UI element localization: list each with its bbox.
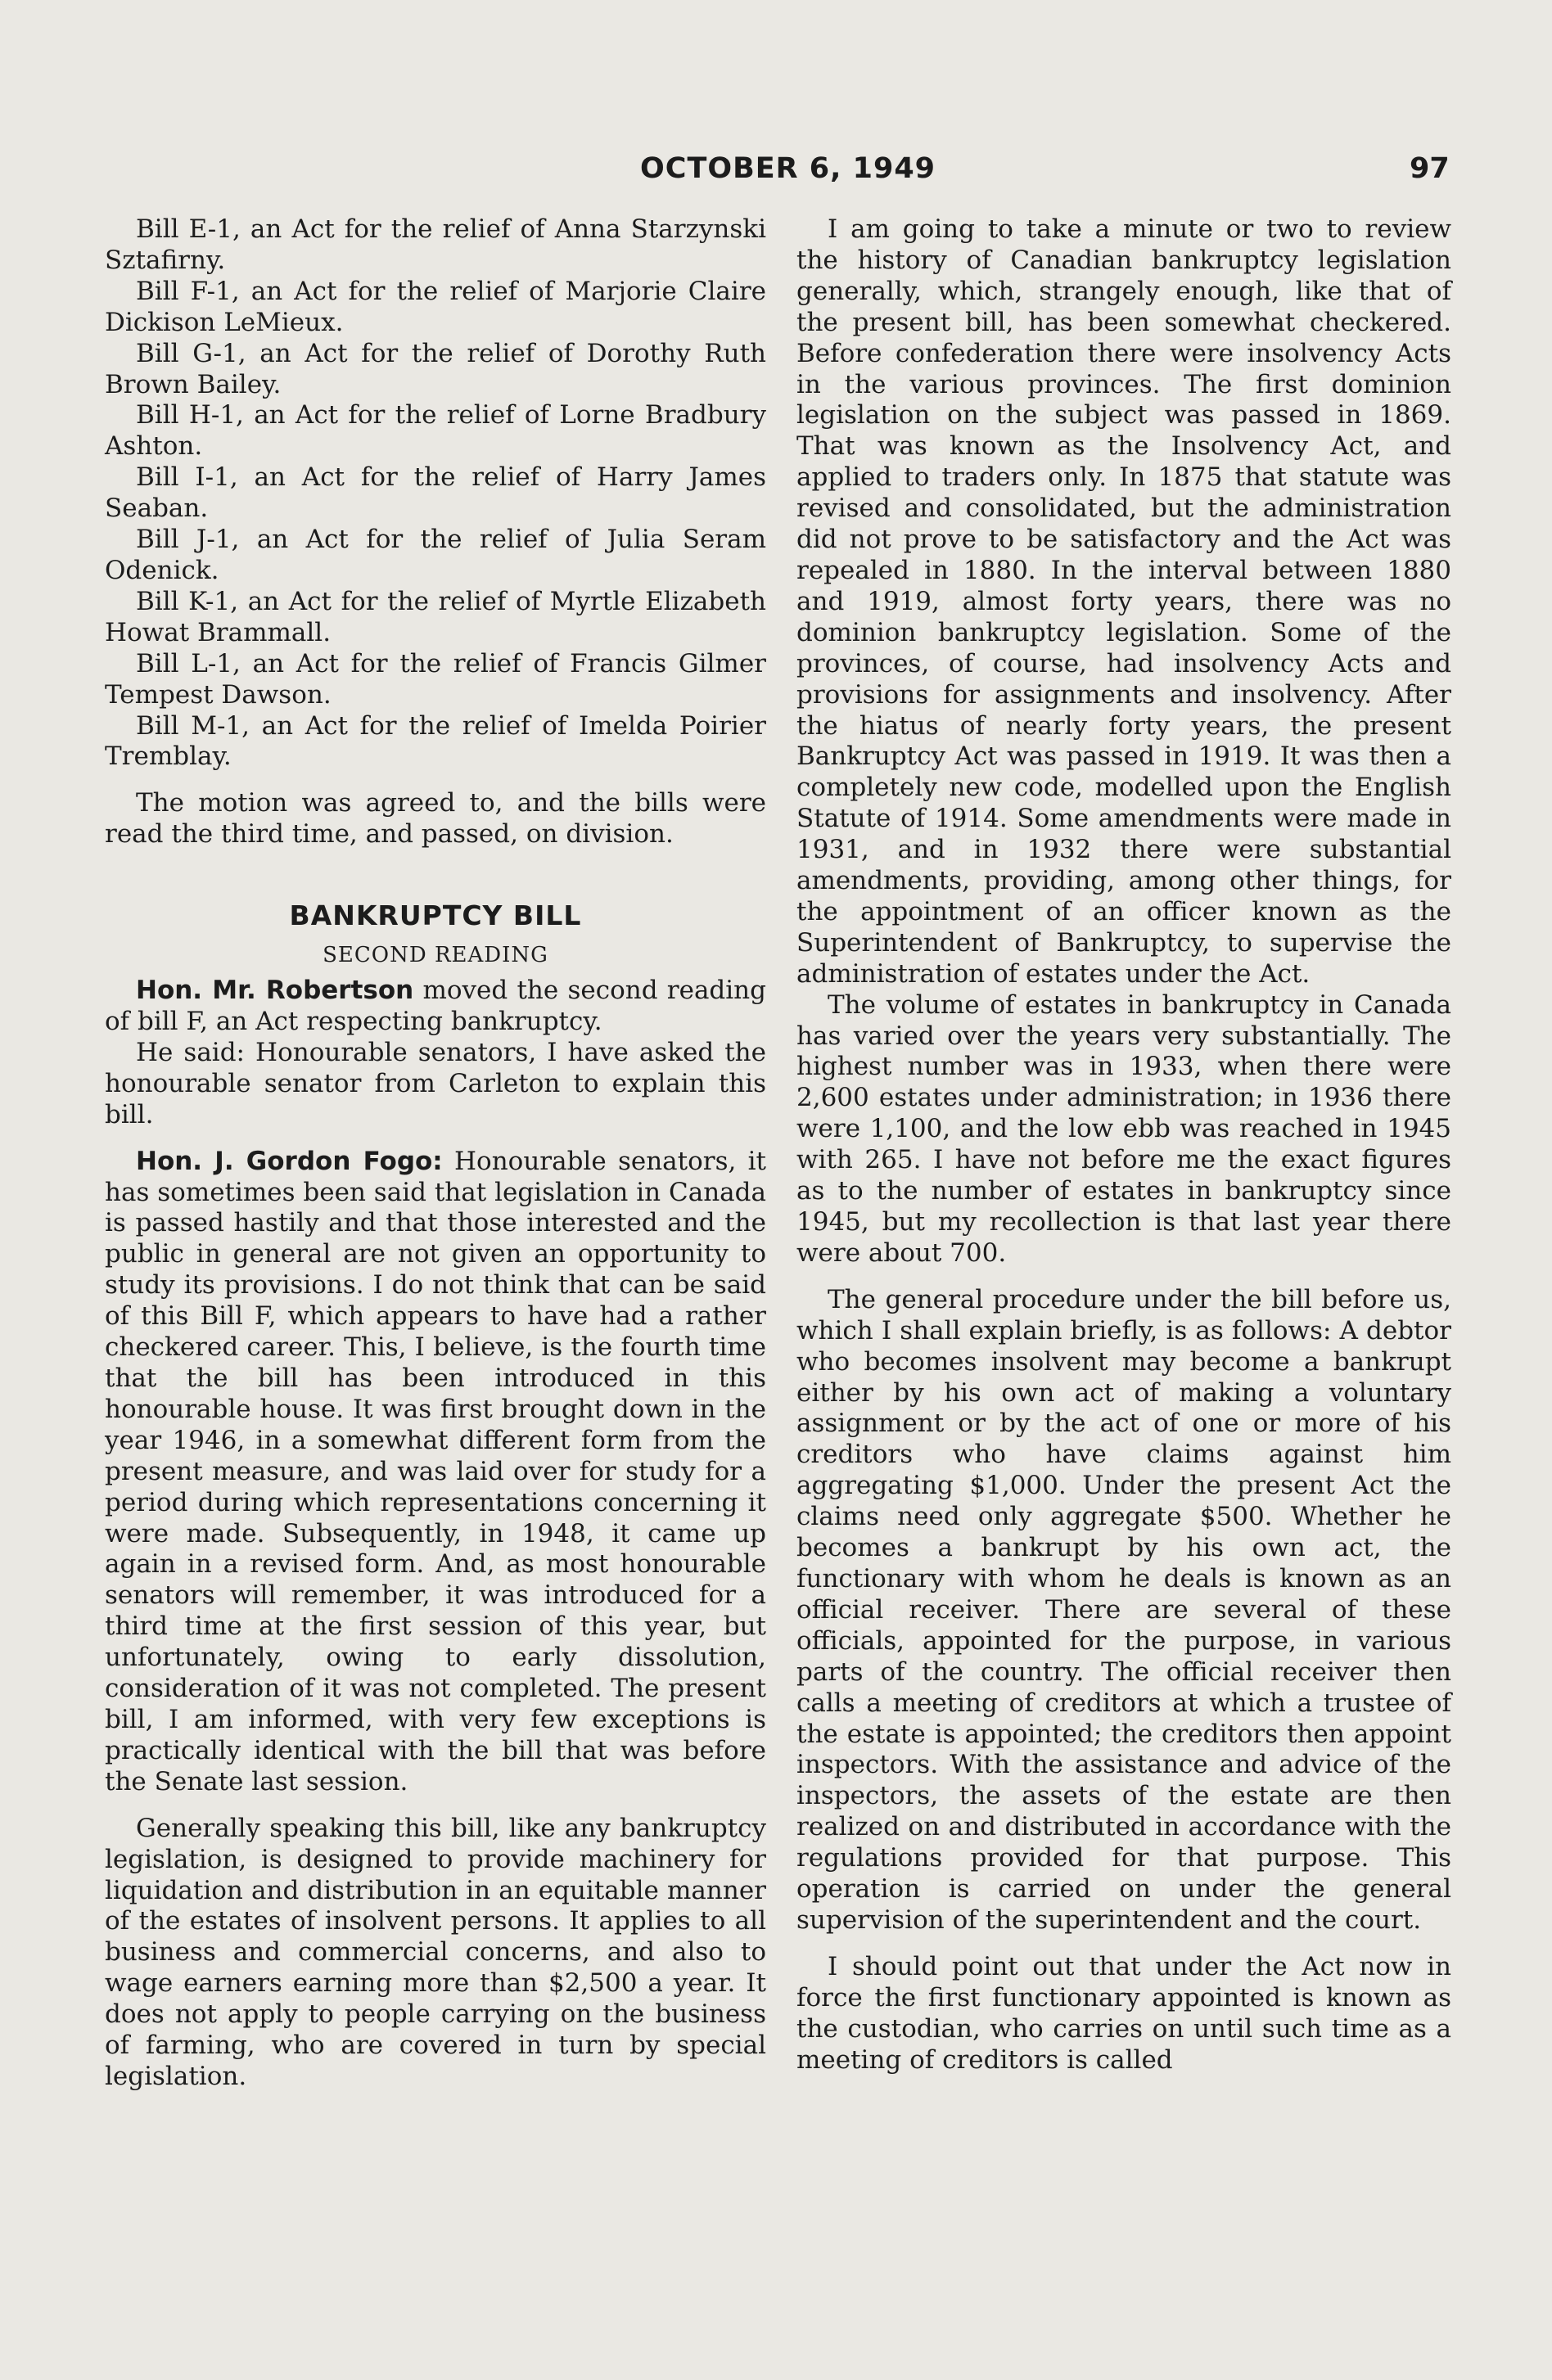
bill-entry: Bill G-1, an Act for the relief of Dorothy Ruth Brown Bailey. bbox=[105, 338, 766, 399]
right-column bbox=[796, 214, 1451, 2076]
history-paragraph: I am going to take a minute or two to review the history of Canadian bankruptcy legislation generally, which, strangely enough, like that of the present bill, has been somewhat checkered. Before confederation there were insolvency Acts in the various provinces. The first dominion legislation on the subject was passed in 1869. That was known as the Insolvency Act, and applied to traders only. In 1875 that statute was revised and consolidated, but the administration did not prove to be satisfactory and the Act was repealed in 1880. In the interval between 1880 and 1919, almost forty years, there was no dominion bankruptcy legislation. Some of the provinces, of course, had insolvency Acts and provisions for assignments and insolvency. After the hiatus of nearly forty years, the present Bankruptcy Act was passed in 1919. It was then a completely new code, modelled upon the English Statute of 1914. Some amendments were made in 1931, and in 1932 there were substantial amendments, providing, among other things, for the appointment of an officer known as the Superintendent of Bankruptcy, to supervise the administration of estates under the Act. bbox=[796, 214, 1451, 989]
bill-entry: Bill H-1, an Act for the relief of Lorne Bradbury Ashton. bbox=[105, 400, 766, 462]
robertson-paragraph bbox=[105, 976, 766, 1038]
bill-entry: Bill I-1, an Act for the relief of Harry James Seaban. bbox=[105, 462, 766, 524]
robertson-said-paragraph: He said: Honourable senators, I have asked the honourable senator from Carleton to explain this bill. bbox=[105, 1037, 766, 1129]
page-number: 97 bbox=[1410, 152, 1450, 185]
bill-entry: Bill E-1, an Act for the relief of Anna Starzynski Sztafirny. bbox=[105, 214, 766, 275]
volume-paragraph: The volume of estates in bankruptcy in Canada has varied over the years very substantially. The highest number was in 1933, when there were 2,600 estates under administration; in 1936 there were 1,100, and the low ebb was reached in 1945 with 265. I have not before me the exact figures as to the number of estates in bankruptcy since 1945, but my recollection is that last year there were about 700. bbox=[796, 989, 1451, 1268]
section-subheading: SECOND READING bbox=[323, 943, 548, 968]
speech-text: Honourable senators, it has sometimes been said that legislation in Canada is passed hastily and that those interested and the public in general are not given an opportunity to study its provisions. I do not think that can be said of this Bill F, which appears to have had a rather checkered career. This, I believe, is the fourth time that the bill has been introduced in this honourable house. It was first brought down in the year 1946, in a somewhat different form from the present measure, and was laid over for study for a period during which representations concerning it were made. Subsequently, in 1948, it came up again in a revised form. And, as most honourable senators will remember, it was introduced for a third time at the first session of this year, but unfortunately, owing to early dissolution, consideration of it was not completed. The present bill, I am informed, with very few exceptions is practically identical with the bill that was before the Senate last session. bbox=[105, 1146, 767, 1796]
procedure-paragraph: The general procedure under the bill before us, which I shall explain briefly, is as follows: A debtor who becomes insolvent may become a bankrupt either by his own act of making a voluntary assignment or by the act of one or more of his creditors who have claims against him aggregating $1,000. Under the present Act the claims need only aggregate $500. Whether he becomes a bankrupt by his own act, the functionary with whom he deals is known as an official receiver. There are several of these officials, appointed for the purpose, in various parts of the country. The official receiver then calls a meeting of creditors at which a trustee of the estate is appointed; the creditors then appoint inspectors. With the assistance and advice of the inspectors, the assets of the estate are then realized on and distributed in accordance with the regulations provided for that purpose. This operation is carried on under the general supervision of the superintendent and the court. bbox=[796, 1284, 1451, 1935]
speaker-name: Hon. Mr. Robertson bbox=[136, 976, 414, 1006]
bill-entry: Bill L-1, an Act for the relief of Francis Gilmer Tempest Dawson. bbox=[105, 648, 766, 710]
bill-entry: Bill F-1, an Act for the relief of Marjorie Claire Dickison LeMieux. bbox=[105, 276, 766, 337]
page-header-date: OCTOBER 6, 1949 bbox=[640, 152, 936, 185]
generally-paragraph: Generally speaking this bill, like any bankruptcy legislation, is designed to provide machinery for liquidation and distribution in an equitable manner of the estates of insolvent persons. It applies to all business and commercial concerns, and also to wage earners earning more than $2,500 a year. It does not apply to people carrying on the business of farming, who are covered in turn by special legislation. bbox=[105, 1813, 766, 2091]
bill-entry: Bill J-1, an Act for the relief of Julia Seram Odenick. bbox=[105, 525, 766, 585]
left-column bbox=[105, 214, 766, 2093]
motion-paragraph: The motion was agreed to, and the bills were read the third time, and passed, on division. bbox=[105, 788, 766, 850]
speaker-name: Hon. J. Gordon Fogo: bbox=[136, 1146, 443, 1176]
fogo-paragraph bbox=[105, 1147, 766, 1798]
speech-text: moved the second reading of bill F, an Act respecting bankruptcy. bbox=[105, 976, 766, 1037]
custodian-paragraph: I should point out that under the Act now in force the first functionary appointed is known as the custodian, who carries on until such time as a meeting of creditors is called bbox=[796, 1951, 1451, 2075]
bill-entry: Bill K-1, an Act for the relief of Myrtle Elizabeth Howat Brammall. bbox=[105, 586, 766, 647]
section-heading: BANKRUPTCY BILL bbox=[289, 899, 582, 932]
bill-entry: Bill M-1, an Act for the relief of Imelda Poirier Tremblay. bbox=[105, 710, 766, 772]
